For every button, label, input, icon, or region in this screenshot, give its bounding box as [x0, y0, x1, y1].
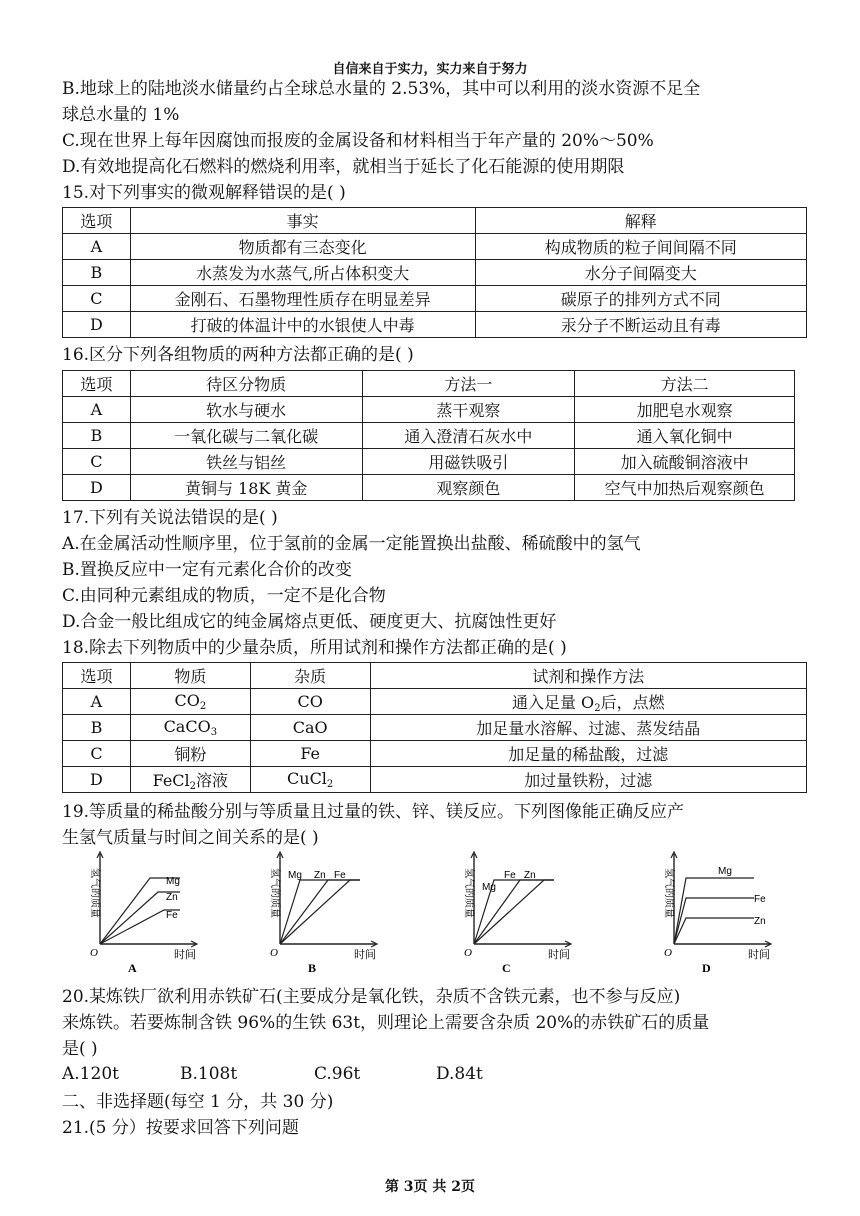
origin-label: O — [664, 947, 672, 959]
q15-table — [62, 207, 807, 338]
y-axis-label: 氢气的质量 — [463, 868, 474, 918]
table-header-cell: 待区分物质 — [130, 371, 362, 397]
q18-table — [62, 662, 807, 793]
origin-label: O — [270, 947, 278, 959]
formula: Fe — [300, 744, 321, 763]
table-cell: 用磁铁吸引 — [362, 449, 575, 475]
method-text: 加足量的稀盐酸，过滤 — [508, 745, 669, 764]
table-cell: 黄铜与 18K 黄金 — [130, 475, 362, 501]
q19-graph-d — [662, 848, 792, 978]
q14-option-d: D.有效地提高化石燃料的燃烧利用率，就相当于延长了化石能源的使用期限 — [62, 157, 625, 177]
series-label: Mg — [166, 876, 180, 887]
graph-svg — [462, 848, 592, 978]
q20-option-a: A.120t — [62, 1064, 119, 1084]
q17-stem: 17.下列有关说法错误的是( ) — [62, 508, 278, 528]
subscript: 2 — [189, 780, 197, 792]
table-header-cell: 试剂和操作方法 — [370, 663, 806, 689]
table-header-cell: 解释 — [475, 208, 806, 234]
q14-option-b-line2: 球总水量的 1% — [62, 105, 180, 125]
table-cell: C — [63, 741, 131, 767]
q20-option-d: D.84t — [436, 1064, 483, 1084]
q20-option-b: B.108t — [180, 1064, 238, 1084]
table-header-row — [63, 663, 807, 689]
table-cell: A — [63, 397, 131, 423]
x-axis-label: 时间 — [174, 948, 196, 961]
table-header-cell: 物质 — [130, 663, 250, 689]
table-header-cell: 选项 — [63, 371, 131, 397]
table-cell — [250, 715, 370, 741]
series-label: Zn — [754, 916, 766, 927]
series-line-zn — [280, 880, 360, 944]
table-row — [63, 689, 807, 715]
table-cell: 金刚石、石墨物理性质存在明显差异 — [130, 286, 475, 312]
table-row — [63, 475, 795, 501]
table-cell: 汞分子不断运动且有毒 — [475, 312, 806, 338]
table-cell: A — [63, 234, 131, 260]
table-row — [63, 767, 807, 793]
table-cell: 水分子间隔变大 — [475, 260, 806, 286]
table-cell: 蒸干观察 — [362, 397, 575, 423]
graph-svg — [268, 848, 398, 978]
table-cell: 加入硫酸铜溶液中 — [575, 449, 795, 475]
table-header-cell: 杂质 — [250, 663, 370, 689]
table-header-cell: 事实 — [130, 208, 475, 234]
q19-graph-b — [268, 848, 398, 978]
table-cell: B — [63, 715, 131, 741]
table-row — [63, 397, 795, 423]
q14-option-b-line1: B.地球上的陆地淡水储量约占全球总水量的 2.53%，其中可以利用的淡水资源不足全 — [62, 79, 701, 99]
table-cell: C — [63, 449, 131, 475]
table-header-cell: 选项 — [63, 208, 131, 234]
formula: CaO — [292, 718, 328, 737]
q20-stem-line3: 是( ) — [62, 1039, 98, 1059]
graph-svg — [88, 848, 218, 978]
series-label: Mg — [482, 882, 496, 893]
table-header-row — [63, 371, 795, 397]
table-cell: D — [63, 312, 131, 338]
table-row — [63, 741, 807, 767]
table-row — [63, 286, 807, 312]
q17-option-c: C.由同种元素组成的物质，一定不是化合物 — [62, 586, 386, 606]
q20-stem-line2: 来炼铁。若要炼制含铁 96%的生铁 63t，则理论上需要含杂质 20%的赤铁矿石的质量 — [62, 1013, 710, 1033]
graph-option-label: C — [502, 961, 511, 975]
table-cell: C — [63, 286, 131, 312]
series-label: Mg — [718, 866, 732, 877]
series-line-fe — [280, 880, 360, 944]
table-cell — [370, 741, 806, 767]
series-line-zn — [674, 918, 754, 944]
method-text: 通入足量 O — [511, 692, 595, 712]
table-cell: B — [63, 423, 131, 449]
page-header: 自信来自于实力，实力来自于努力 — [332, 62, 528, 77]
q19-graph-a — [88, 848, 218, 978]
formula-tail: 溶液 — [196, 770, 229, 790]
table-cell: 打破的体温计中的水银使人中毒 — [130, 312, 475, 338]
table-row — [63, 423, 795, 449]
y-axis-label: 氢气的质量 — [269, 868, 280, 918]
graph-svg — [662, 848, 792, 978]
table-cell: 软水与硬水 — [130, 397, 362, 423]
formula: CuCl — [287, 769, 327, 788]
table-cell — [250, 689, 370, 715]
series-label: Mg — [288, 870, 302, 881]
q17-option-d: D.合金一般比组成它的纯金属熔点更低、硬度更大、抗腐蚀性更好 — [62, 612, 557, 632]
formula: CO — [174, 691, 200, 710]
q20-options — [62, 1064, 662, 1088]
q16-stem: 16.区分下列各组物质的两种方法都正确的是( ) — [62, 345, 414, 365]
table-header-cell: 选项 — [63, 663, 131, 689]
origin-label: O — [90, 947, 98, 959]
method-text: 加过量铁粉，过滤 — [524, 771, 653, 790]
series-line-mg — [280, 880, 360, 944]
method-text: 加足量水溶解、过滤、蒸发结晶 — [476, 719, 701, 738]
q19-stem-line1: 19.等质量的稀盐酸分别与等质量且过量的铁、锌、镁反应。下列图像能正确反应产 — [62, 802, 685, 822]
q20-option-c: C.96t — [314, 1064, 361, 1084]
series-label: Fe — [754, 894, 766, 905]
graph-option-label: A — [128, 961, 137, 975]
table-cell: 空气中加热后观察颜色 — [575, 475, 795, 501]
formula: CO — [297, 692, 323, 711]
table-cell — [370, 767, 806, 793]
table-row — [63, 260, 807, 286]
q21-stem: 21.(5 分）按要求回答下列问题 — [62, 1118, 299, 1138]
table-cell — [130, 741, 250, 767]
x-axis-label: 时间 — [548, 948, 570, 961]
table-row — [63, 312, 807, 338]
q14-option-c: C.现在世界上每年因腐蚀而报废的金属设备和材料相当于年产量的 20%～50% — [62, 131, 654, 151]
series-line-fe — [674, 898, 754, 944]
x-axis-label: 时间 — [748, 948, 770, 961]
table-cell — [130, 715, 250, 741]
page-footer: 第 3页 共 2页 — [384, 1179, 476, 1195]
table-cell — [370, 715, 806, 741]
table-header-row — [63, 208, 807, 234]
table-cell: A — [63, 689, 131, 715]
table-cell — [130, 689, 250, 715]
table-cell: D — [63, 475, 131, 501]
method-text: 后，点燃 — [600, 692, 665, 712]
graph-option-label: D — [702, 961, 711, 975]
q19-stem-line2: 生氢气质量与时间之间关系的是( ) — [62, 828, 319, 848]
table-cell: B — [63, 260, 131, 286]
y-axis-label: 氢气的质量 — [89, 868, 100, 918]
table-cell: 一氧化碳与二氧化碳 — [130, 423, 362, 449]
series-label: Fe — [334, 870, 346, 881]
series-label: Zn — [524, 870, 536, 881]
q17-option-a: A.在金属活动性顺序里，位于氢前的金属一定能置换出盐酸、稀硫酸中的氢气 — [62, 534, 641, 554]
table-cell: 水蒸发为水蒸气,所占体积变大 — [130, 260, 475, 286]
formula: FeCl — [152, 770, 190, 790]
section-heading: 二、非选择题(每空 1 分，共 30 分) — [62, 1092, 334, 1112]
table-row — [63, 715, 807, 741]
x-axis-label: 时间 — [354, 948, 376, 961]
series-label: Fe — [504, 870, 516, 881]
origin-label: O — [464, 947, 472, 959]
subscript: 3 — [210, 727, 218, 738]
table-cell — [250, 741, 370, 767]
q18-stem: 18.除去下列物质中的少量杂质，所用试剂和操作方法都正确的是( ) — [62, 638, 567, 658]
q17-option-b: B.置换反应中一定有元素化合价的改变 — [62, 560, 352, 580]
table-header-cell: 方法一 — [362, 371, 575, 397]
table-cell: 加肥皂水观察 — [575, 397, 795, 423]
table-cell: 碳原子的排列方式不同 — [475, 286, 806, 312]
series-label: Zn — [166, 892, 178, 903]
subscript: 2 — [594, 702, 601, 714]
subscript: 2 — [199, 701, 207, 712]
series-label: Fe — [166, 910, 178, 921]
subscript: 2 — [326, 779, 334, 790]
graph-option-label: B — [308, 961, 317, 975]
table-cell: D — [63, 767, 131, 793]
formula: CaCO — [163, 717, 211, 736]
table-cell: 通入澄清石灰水中 — [362, 423, 575, 449]
table-row — [63, 234, 807, 260]
table-header-cell: 方法二 — [575, 371, 795, 397]
y-axis-label: 氢气的质量 — [663, 868, 674, 918]
table-cell — [370, 689, 806, 715]
table-cell: 构成物质的粒子间间隔不同 — [475, 234, 806, 260]
series-line-mg — [674, 878, 754, 944]
q20-stem-line1: 20.某炼铁厂欲利用赤铁矿石(主要成分是氧化铁，杂质不含铁元素，也不参与反应) — [62, 987, 681, 1007]
table-cell — [130, 767, 250, 793]
table-cell — [250, 767, 370, 793]
q15-stem: 15.对下列事实的微观解释错误的是( ) — [62, 183, 346, 203]
table-cell: 物质都有三态变化 — [130, 234, 475, 260]
series-label: Zn — [314, 870, 326, 881]
table-cell: 铁丝与铝丝 — [130, 449, 362, 475]
formula: 铜粉 — [174, 745, 207, 764]
q16-table — [62, 370, 795, 501]
table-row — [63, 449, 795, 475]
table-cell: 通入氧化铜中 — [575, 423, 795, 449]
table-cell: 观察颜色 — [362, 475, 575, 501]
q19-graph-c — [462, 848, 592, 978]
